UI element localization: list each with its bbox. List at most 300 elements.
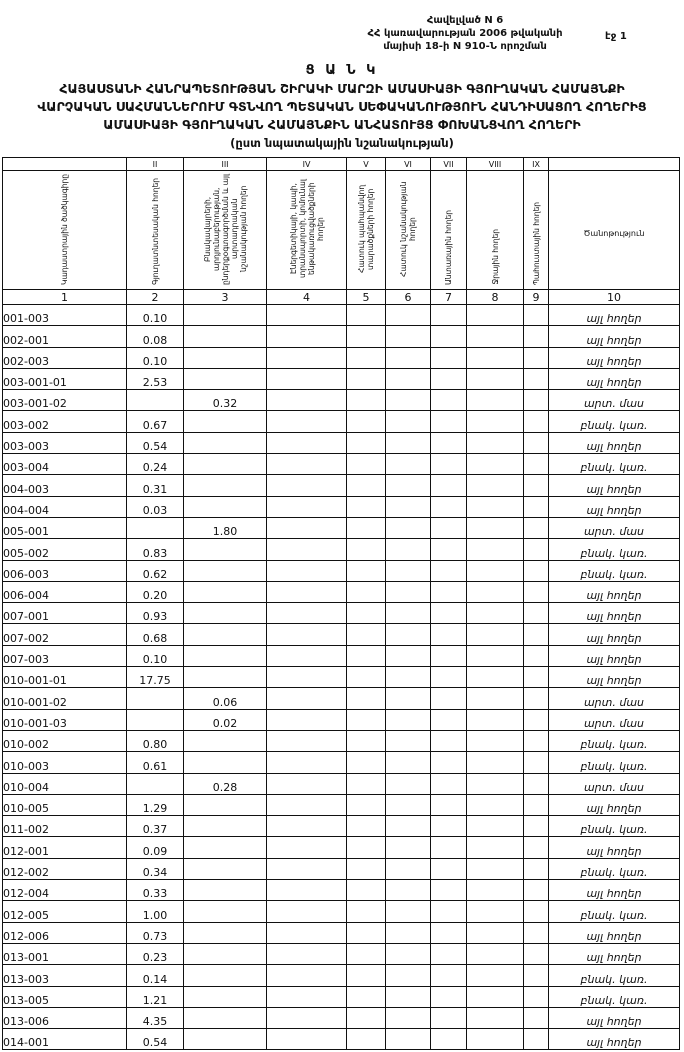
special-value-cell [386,688,431,709]
forest-value-cell [431,688,467,709]
energy-value-cell [267,645,347,666]
special-value-cell [386,922,431,943]
table-row [3,986,680,1007]
energy-value-cell [267,1007,347,1028]
cadastral-code-cell: 012-004 [3,880,127,901]
annex-decree-date: մայիսի 18-ի N 910-Ն որոշման [383,41,547,52]
settlements-value-cell [184,368,267,389]
reserve-value-cell [524,326,549,347]
settlements-value-cell [184,603,267,624]
protected-value-cell [347,1007,386,1028]
agricultural-value-cell: 1.29 [127,794,184,815]
cadastral-code-cell: 003-001-01 [3,368,127,389]
agricultural-value-cell: 0.61 [127,752,184,773]
cadastral-code-cell: 012-005 [3,901,127,922]
forest-value-cell [431,1029,467,1050]
water-value-cell [467,560,524,581]
energy-value-cell [267,624,347,645]
header-agricultural: Գյուղատնտեսական հողեր [127,171,184,290]
protected-value-cell [347,965,386,986]
protected-value-cell [347,752,386,773]
special-value-cell [386,667,431,688]
forest-value-cell [431,475,467,496]
water-value-cell [467,454,524,475]
table-row [3,368,680,389]
col-number-9: 9 [524,290,549,305]
note-cell: այլ հողեր [549,305,680,326]
forest-value-cell [431,603,467,624]
forest-value-cell [431,752,467,773]
reserve-value-cell [524,965,549,986]
special-value-cell [386,773,431,794]
table-row [3,411,680,432]
reserve-value-cell [524,432,549,453]
water-value-cell [467,752,524,773]
water-value-cell [467,624,524,645]
header-settlements-industrial: Բնակավայրերի, արդյունաբերության, ընդերքօգտագործման և այլ արտադրական նշանակության հողեր [184,171,267,290]
note-cell: այլ հողեր [549,943,680,964]
cadastral-code-cell: 010-001-01 [3,667,127,688]
water-value-cell [467,347,524,368]
note-cell: այլ հողեր [549,347,680,368]
energy-value-cell [267,880,347,901]
reserve-value-cell [524,943,549,964]
cadastral-code-cell: 012-001 [3,837,127,858]
note-cell: բնակ. կառ. [549,752,680,773]
water-value-cell [467,517,524,538]
reserve-value-cell [524,773,549,794]
table-row [3,517,680,538]
energy-value-cell [267,560,347,581]
special-value-cell [386,390,431,411]
note-cell: այլ հողեր [549,645,680,666]
special-value-cell [386,816,431,837]
energy-value-cell [267,411,347,432]
special-value-cell [386,560,431,581]
reserve-value-cell [524,986,549,1007]
settlements-value-cell [184,986,267,1007]
forest-value-cell [431,730,467,751]
table-row [3,730,680,751]
cadastral-code-cell: 010-001-02 [3,688,127,709]
energy-value-cell [267,667,347,688]
energy-value-cell [267,368,347,389]
table-row [3,347,680,368]
reserve-value-cell [524,624,549,645]
note-cell: այլ հողեր [549,1029,680,1050]
energy-value-cell [267,581,347,602]
cadastral-code-cell: 011-002 [3,816,127,837]
protected-value-cell [347,837,386,858]
document-title: Ց Ա Ն Կ [305,63,379,78]
forest-value-cell [431,624,467,645]
cadastral-code-cell: 003-004 [3,454,127,475]
table-row [3,901,680,922]
table-row [3,645,680,666]
reserve-value-cell [524,880,549,901]
roman-col-5: V [347,158,386,171]
water-value-cell [467,986,524,1007]
agricultural-value-cell: 0.34 [127,858,184,879]
water-value-cell [467,1029,524,1050]
settlements-value-cell [184,943,267,964]
forest-value-cell [431,816,467,837]
special-value-cell [386,411,431,432]
column-header-row [3,171,680,290]
cadastral-code-cell: 010-001-03 [3,709,127,730]
note-cell: բնակ. կառ. [549,539,680,560]
forest-value-cell [431,432,467,453]
energy-value-cell [267,837,347,858]
protected-value-cell [347,709,386,730]
agricultural-value-cell: 0.73 [127,922,184,943]
agricultural-value-cell: 0.62 [127,560,184,581]
water-value-cell [467,496,524,517]
cadastral-code-cell: 004-003 [3,475,127,496]
reserve-value-cell [524,858,549,879]
agricultural-value-cell: 0.83 [127,539,184,560]
energy-value-cell [267,752,347,773]
note-cell: արտ. մաս [549,390,680,411]
note-cell: արտ. մաս [549,709,680,730]
protected-value-cell [347,517,386,538]
protected-value-cell [347,326,386,347]
header-forest: Անտառային հողեր [431,171,467,290]
table-row [3,816,680,837]
table-row [3,624,680,645]
reserve-value-cell [524,901,549,922]
protected-value-cell [347,347,386,368]
water-value-cell [467,645,524,666]
reserve-value-cell [524,688,549,709]
special-value-cell [386,475,431,496]
roman-col-6: VI [386,158,431,171]
table-row [3,709,680,730]
reserve-value-cell [524,752,549,773]
cadastral-code-cell: 007-001 [3,603,127,624]
table-row [3,1007,680,1028]
note-cell: այլ հողեր [549,667,680,688]
note-cell: այլ հողեր [549,1007,680,1028]
agricultural-value-cell: 0.10 [127,347,184,368]
forest-value-cell [431,539,467,560]
special-value-cell [386,752,431,773]
water-value-cell [467,773,524,794]
protected-value-cell [347,901,386,922]
note-cell: արտ. մաս [549,688,680,709]
subtitle-line-3: ԱՄԱՍԻԱՅԻ ԳՅՈՒՂԱԿԱՆ ՀԱՄԱՅՆՔԻՆ ԱՆՀԱՏՈՒՅՑ ՓՈԽԱՆՑՎՈՂ ՀՈՂԵՐԻ [103,117,581,132]
cadastral-code-cell: 010-004 [3,773,127,794]
forest-value-cell [431,581,467,602]
energy-value-cell [267,517,347,538]
settlements-value-cell [184,347,267,368]
reserve-value-cell [524,475,549,496]
reserve-value-cell [524,645,549,666]
header-reserve: Պահուստային հողեր [524,171,549,290]
energy-value-cell [267,1029,347,1050]
annex-title: Հավելված N 6 [426,15,504,26]
special-value-cell [386,730,431,751]
forest-value-cell [431,943,467,964]
settlements-value-cell [184,730,267,751]
table-row [3,752,680,773]
table-row [3,432,680,453]
reserve-value-cell [524,730,549,751]
agricultural-value-cell: 0.14 [127,965,184,986]
settlements-value-cell [184,1029,267,1050]
cadastral-code-cell: 003-003 [3,432,127,453]
agricultural-value-cell: 0.23 [127,943,184,964]
land-table [2,157,680,1050]
special-value-cell [386,368,431,389]
reserve-value-cell [524,794,549,815]
protected-value-cell [347,454,386,475]
roman-col-9: IX [524,158,549,171]
subtitle-line-2: ՎԱՐՉԱԿԱՆ ՍԱՀՄԱՆՆԵՐՈՒՄ ԳՏՆՎՈՂ ՊԵՏԱԿԱՆ ՍԵՓԱԿԱՆՈՒԹՅՈՒՆ ՀԱՆԴԻՍԱՑՈՂ ՀՈՂԵՐԻՑ [37,99,647,114]
protected-value-cell [347,986,386,1007]
special-value-cell [386,1029,431,1050]
cadastral-code-cell: 002-001 [3,326,127,347]
special-value-cell [386,517,431,538]
special-value-cell [386,496,431,517]
reserve-value-cell [524,922,549,943]
energy-value-cell [267,816,347,837]
col-number-3: 3 [184,290,267,305]
roman-col-10 [549,158,680,171]
energy-value-cell [267,326,347,347]
table-row [3,305,680,326]
table-row [3,603,680,624]
subtitle-line-4: (ըստ նպատակային նշանակության) [230,136,454,150]
header-protected-areas: Հատուկ պահպանվող տարածքների հողեր [347,171,386,290]
forest-value-cell [431,965,467,986]
note-cell: այլ հողեր [549,432,680,453]
forest-value-cell [431,773,467,794]
header-energy-transport: Էներգետիկայի, կապի, տրանսպորտի, կոմունալ ենթակառուցվածքների հողեր [267,171,347,290]
reserve-value-cell [524,539,549,560]
energy-value-cell [267,454,347,475]
settlements-value-cell [184,880,267,901]
forest-value-cell [431,837,467,858]
table-row [3,326,680,347]
note-cell: բնակ. կառ. [549,816,680,837]
table-row [3,475,680,496]
reserve-value-cell [524,667,549,688]
note-cell: բնակ. կառ. [549,986,680,1007]
settlements-value-cell [184,475,267,496]
agricultural-value-cell: 0.93 [127,603,184,624]
special-value-cell [386,305,431,326]
special-value-cell [386,709,431,730]
cadastral-code-cell: 013-003 [3,965,127,986]
cadastral-code-cell: 012-006 [3,922,127,943]
settlements-value-cell [184,454,267,475]
settlements-value-cell: 0.32 [184,390,267,411]
special-value-cell [386,901,431,922]
agricultural-value-cell: 0.68 [127,624,184,645]
energy-value-cell [267,603,347,624]
cadastral-code-cell: 002-003 [3,347,127,368]
settlements-value-cell [184,411,267,432]
protected-value-cell [347,496,386,517]
forest-value-cell [431,901,467,922]
table-row [3,965,680,986]
protected-value-cell [347,432,386,453]
table-row [3,1029,680,1050]
cadastral-code-cell: 003-002 [3,411,127,432]
forest-value-cell [431,880,467,901]
reserve-value-cell [524,581,549,602]
settlements-value-cell: 0.28 [184,773,267,794]
water-value-cell [467,603,524,624]
note-cell: այլ հողեր [549,581,680,602]
forest-value-cell [431,454,467,475]
protected-value-cell [347,730,386,751]
water-value-cell [467,709,524,730]
special-value-cell [386,858,431,879]
special-value-cell [386,645,431,666]
energy-value-cell [267,858,347,879]
energy-value-cell [267,965,347,986]
water-value-cell [467,475,524,496]
cadastral-code-cell: 003-001-02 [3,390,127,411]
protected-value-cell [347,305,386,326]
settlements-value-cell [184,1007,267,1028]
settlements-value-cell [184,901,267,922]
settlements-value-cell [184,326,267,347]
forest-value-cell [431,1007,467,1028]
reserve-value-cell [524,837,549,858]
forest-value-cell [431,517,467,538]
settlements-value-cell: 1.80 [184,517,267,538]
cadastral-code-cell: 013-006 [3,1007,127,1028]
agricultural-value-cell [127,688,184,709]
agricultural-value-cell: 0.08 [127,326,184,347]
water-value-cell [467,688,524,709]
table-row [3,922,680,943]
protected-value-cell [347,624,386,645]
table-row [3,837,680,858]
water-value-cell [467,539,524,560]
table-row [3,943,680,964]
agricultural-value-cell: 1.21 [127,986,184,1007]
reserve-value-cell [524,560,549,581]
protected-value-cell [347,368,386,389]
reserve-value-cell [524,454,549,475]
agricultural-value-cell: 0.33 [127,880,184,901]
cadastral-code-cell: 004-004 [3,496,127,517]
cadastral-code-cell: 007-002 [3,624,127,645]
header-special-purpose: Հատուկ նշանակության հողեր [386,171,431,290]
protected-value-cell [347,411,386,432]
column-number-row [3,290,680,305]
note-cell: բնակ. կառ. [549,454,680,475]
forest-value-cell [431,326,467,347]
agricultural-value-cell [127,517,184,538]
forest-value-cell [431,858,467,879]
water-value-cell [467,1007,524,1028]
cadastral-code-cell: 014-001 [3,1029,127,1050]
water-value-cell [467,943,524,964]
cadastral-code-cell: 010-002 [3,730,127,751]
energy-value-cell [267,432,347,453]
note-cell: այլ հողեր [549,368,680,389]
page-number: էջ 1 [605,31,627,42]
cadastral-code-cell: 005-002 [3,539,127,560]
special-value-cell [386,581,431,602]
agricultural-value-cell: 1.00 [127,901,184,922]
roman-col-4: IV [267,158,347,171]
forest-value-cell [431,922,467,943]
agricultural-value-cell [127,390,184,411]
agricultural-value-cell: 0.03 [127,496,184,517]
forest-value-cell [431,645,467,666]
cadastral-code-cell: 005-001 [3,517,127,538]
protected-value-cell [347,539,386,560]
special-value-cell [386,986,431,1007]
note-cell: այլ հողեր [549,475,680,496]
special-value-cell [386,347,431,368]
settlements-value-cell [184,305,267,326]
forest-value-cell [431,986,467,1007]
cadastral-code-cell: 006-003 [3,560,127,581]
reserve-value-cell [524,390,549,411]
protected-value-cell [347,880,386,901]
roman-col-3: III [184,158,267,171]
cadastral-code-cell: 006-004 [3,581,127,602]
table-row [3,858,680,879]
agricultural-value-cell: 2.53 [127,368,184,389]
settlements-value-cell [184,560,267,581]
reserve-value-cell [524,517,549,538]
header-water: Ջրային հողեր [467,171,524,290]
note-cell: այլ հողեր [549,837,680,858]
energy-value-cell [267,475,347,496]
protected-value-cell [347,1029,386,1050]
note-cell: բնակ. կառ. [549,858,680,879]
settlements-value-cell [184,858,267,879]
protected-value-cell [347,816,386,837]
special-value-cell [386,539,431,560]
forest-value-cell [431,411,467,432]
table-row [3,688,680,709]
protected-value-cell [347,667,386,688]
protected-value-cell [347,390,386,411]
settlements-value-cell [184,837,267,858]
special-value-cell [386,432,431,453]
agricultural-value-cell: 0.67 [127,411,184,432]
annex-reference [360,14,570,53]
protected-value-cell [347,581,386,602]
water-value-cell [467,965,524,986]
header-note: Ծանոթություն [549,171,680,290]
forest-value-cell [431,496,467,517]
forest-value-cell [431,560,467,581]
reserve-value-cell [524,816,549,837]
energy-value-cell [267,496,347,517]
cadastral-code-cell: 012-002 [3,858,127,879]
water-value-cell [467,390,524,411]
col-number-10: 10 [549,290,680,305]
protected-value-cell [347,794,386,815]
col-number-8: 8 [467,290,524,305]
forest-value-cell [431,347,467,368]
cadastral-code-cell: 010-003 [3,752,127,773]
special-value-cell [386,943,431,964]
settlements-value-cell [184,752,267,773]
protected-value-cell [347,645,386,666]
energy-value-cell [267,688,347,709]
